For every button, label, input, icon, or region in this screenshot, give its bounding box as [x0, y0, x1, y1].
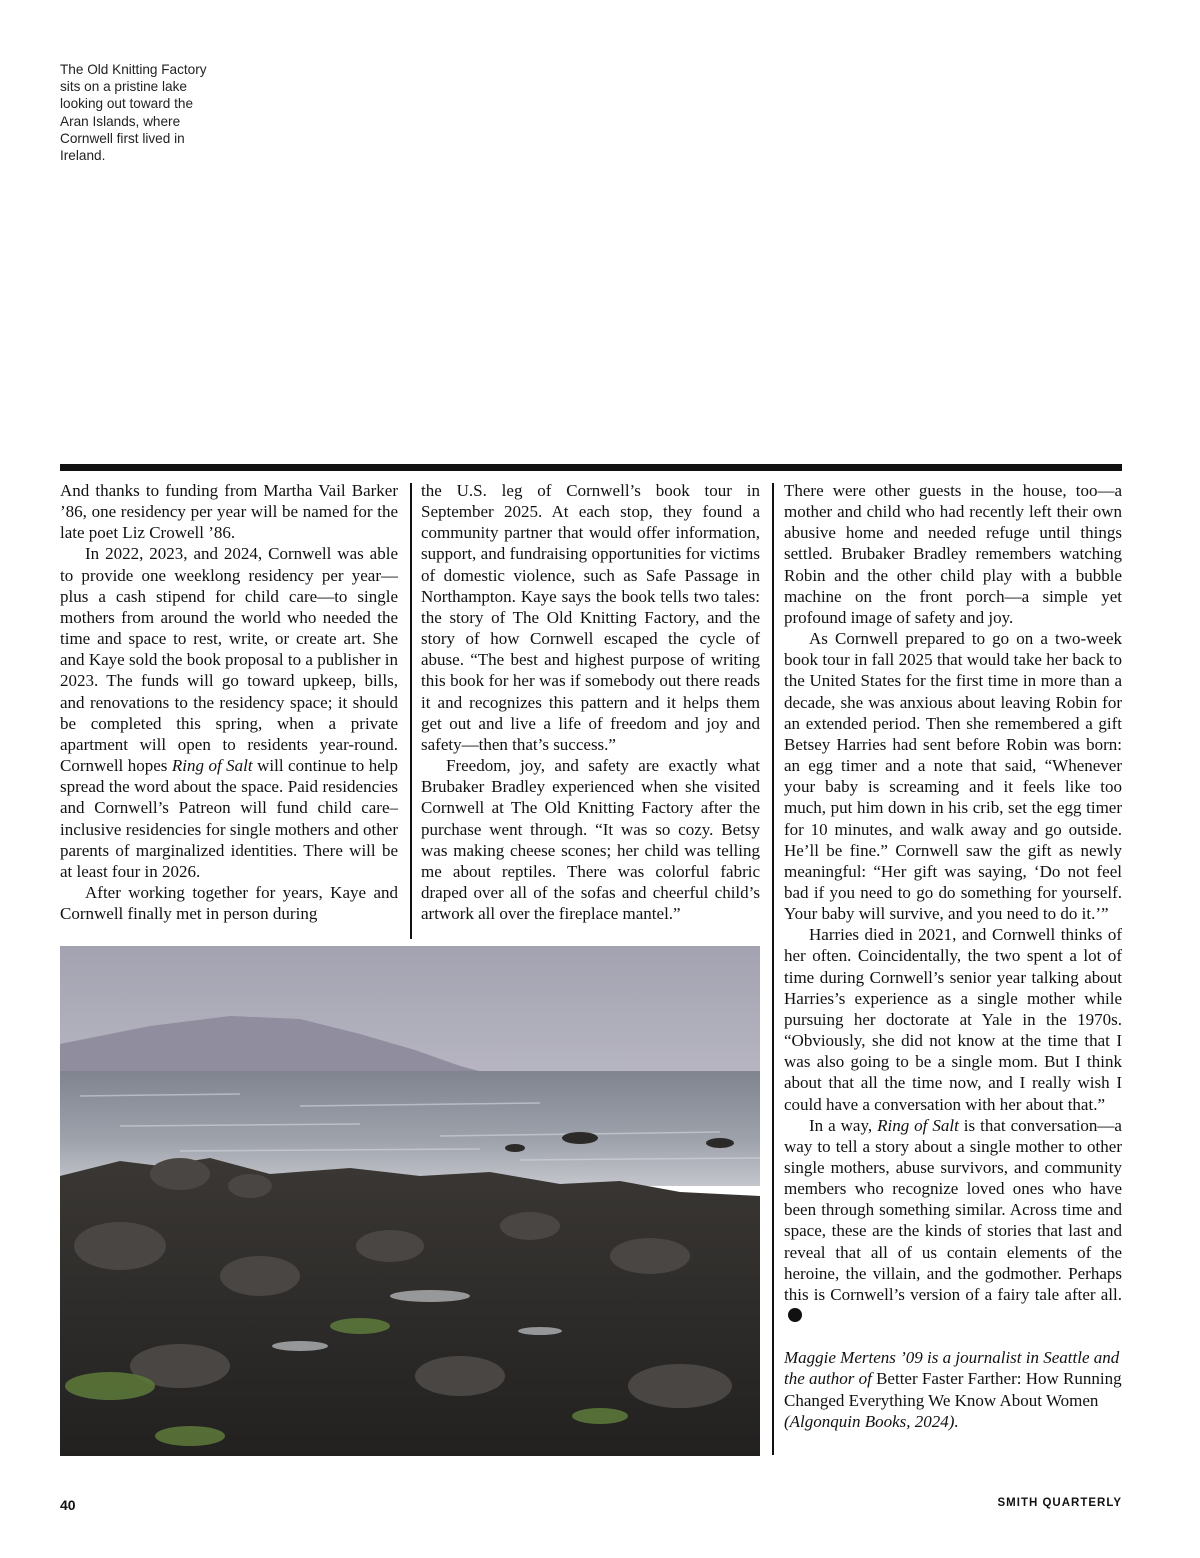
article-column-1 — [60, 480, 398, 924]
coastline-photo — [60, 946, 760, 1456]
rocky-shore — [60, 1158, 760, 1456]
section-rule — [60, 464, 1122, 471]
end-mark-icon — [788, 1308, 802, 1322]
column-divider — [772, 483, 774, 1455]
text-run: is that conversation—a way to tell a story about a single mother to other single mothers, abuse survivors, and community members who recognize loved ones who have been through something similar. Across time and space, these are the kinds of stories that last and reveal that all of us contain elements of the heroine, the villain, and the godmother. Perhaps this is Cornwell’s version of a fairy tale after all. — [784, 1115, 1122, 1304]
bio-publisher: (Algonquin Books, 2024). — [784, 1411, 959, 1431]
paragraph: Freedom, joy, and safety are exactly what Brubaker Bradley experienced when she visited Cornwell at The Old Knitting Factory after the purchase went through. “It was so cozy. Betsy was making cheese scones; her child was telling me about reptiles. There was colorful fabric draped over all of the sofas and cheerful child’s artwork all over the fireplace mantel.” — [421, 756, 760, 924]
book-title: Ring of Salt — [171, 756, 253, 776]
photo-caption: The Old Knitting Factory sits on a pristine lake looking out toward the Aran Islands, where Cornwell first lived in Ireland. — [60, 62, 207, 164]
text-run: In 2022, 2023, and 2024, Cornwell was able to provide one weeklong residency per year—plus a cash stipend for child care—to single mothers from around the world who needed the time and space to rest, write, or create art. She and Kaye sold the book proposal to a publisher in 2023. The funds will go toward upkeep, bills, and renovations to the residency space; it should be completed this spring, when a private apartment will open to residents year-round. Cornwell hopes — [60, 544, 398, 776]
publication-name: SMITH QUARTERLY — [997, 1497, 1122, 1509]
page-number: 40 — [60, 1497, 76, 1513]
column-divider — [410, 483, 412, 939]
paragraph: And thanks to funding from Martha Vail Barker ’86, one residency per year will be named for the late poet Liz Crowell ’86. — [60, 481, 398, 543]
paragraph: There were other guests in the house, too—a mother and child who had recently left their own abusive home and needed refuge until things settled. Brubaker Bradley remembers watching Robin and the other child play with a bubble machine on the front porch—a simple yet profound image of safety and joy. — [784, 481, 1122, 627]
book-title: Ring of Salt — [877, 1115, 959, 1135]
paragraph: After working together for years, Kaye and Cornwell finally met in person during — [60, 882, 398, 924]
article-column-3 — [784, 480, 1122, 1432]
article-column-2 — [421, 480, 760, 924]
text-run: In a way, — [809, 1115, 878, 1135]
paragraph — [60, 543, 398, 882]
paragraph: Harries died in 2021, and Cornwell thinks of her often. Coincidentally, the two spent a lot of time during Cornwell’s senior year talking about Harries’s experience as a single mother while pursuing her doctorate at Yale in the 1970s. “Obviously, she did not know at the time that I was also going to be a single mom. But I think about that all the time now, and I really wish I could have a conversation with her about that.” — [784, 925, 1122, 1114]
author-bio — [784, 1347, 1122, 1432]
bio-intro: Maggie Mertens ’09 is a journalist in Seattle and the author of — [784, 1348, 1120, 1389]
text-run: will continue to help spread the word about the space. Paid residencies and Cornwell’s Patreon will fund child care–inclusive residencies for single mothers and other parents of marginalized identities. There will be at least four in 2026. — [60, 756, 398, 881]
paragraph: the U.S. leg of Cornwell’s book tour in September 2025. At each stop, they found a community partner that would offer information, support, and fundraising opportunities for victims of domestic violence, such as Safe Passage in Northampton. Kaye says the book tells two tales: the story of The Old Knitting Factory, and the story of how Cornwell escaped the cycle of abuse. “The best and highest purpose of writing this book for her was if somebody out there reads it and recognizes this pattern and it helps them get out and live a life of freedom and joy and safety—then that’s success.” — [421, 481, 760, 754]
bio-book-title: Better Faster Farther: How Running Changed Everything We Know About Women — [784, 1369, 1122, 1410]
paragraph: As Cornwell prepared to go on a two-week book tour in fall 2025 that would take her back to the United States for the first time in more than a decade, she was anxious about leaving Robin for an extended period. Then she remembered a gift Betsey Harries had sent before Robin was born: an egg timer and a note that said, “Whenever your baby is screaming and it feels like too much, put him down in his crib, set the egg timer for 10 minutes, and walk away and go outside. He’ll be fine.” Cornwell saw the gift as newly meaningful: “Her gift was saying, ‘Do not feel bad if you need to go do something for yourself. Your baby will survive, and you need to do it.’” — [784, 629, 1122, 924]
paragraph — [784, 1115, 1122, 1327]
